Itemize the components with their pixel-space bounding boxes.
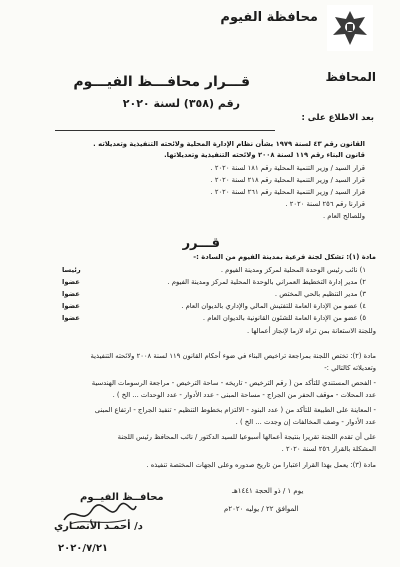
preamble-item: قانون البناء رقم ١١٩ لسنة ٢٠٠٨ ولائحته التنفيذية وتعديلاتها. — [164, 151, 365, 159]
hijri-date: يوم ١ / ذو الحجة ١٤٤١هـ — [232, 487, 304, 495]
member-role: عضوا — [62, 314, 80, 322]
member-line: ٣) مدير التنظيم بالحي المختص . — [274, 290, 366, 298]
signature-date: ٢٠٢٠/٧/٢١ — [58, 543, 109, 554]
member-line: ١) نائب رئيس الوحدة المحلية لمركز ومدينة الفيوم . — [220, 266, 366, 274]
article2-line: على أن تقدم اللجنة تقريرا بنتيجة أعمالها أسبوعيا للسيد الدكتور / نائب المحافظ رئيس اللجنة — [117, 433, 376, 441]
member-role: عضوا — [62, 290, 80, 298]
decree-title: قـــرار محافـــظ الفيـــوم — [73, 74, 250, 90]
gregorian-date: الموافق ٢٢ / يوليه ٢٠٢٠م — [224, 505, 299, 513]
article2-line: مادة (٢): تختص اللجنة بمراجعة تراخيص البناء في ضوء أحكام القانون ١١٩ لسنة ٢٠٠٨ ولائحته التنفيذية — [90, 352, 376, 360]
preamble-item: وللصالح العام . — [322, 212, 365, 220]
preamble-item: القانون رقم ٤٣ لسنة ١٩٧٩ بشأن نظام الإدارة المحلية ولائحته التنفيذية وتعديلاته . — [93, 140, 365, 148]
article2-line: - المعاينة على الطبيعة للتأكد من ( عدد البنود - الالتزام بخطوط التنظيم - تنفيذ الجراج - ارتفاع المبنى — [94, 406, 376, 414]
divider — [55, 130, 275, 131]
decree-word: قـــرر — [182, 236, 220, 251]
article3-line: مادة (٣): يعمل بهذا القرار اعتبارا من تاريخ صدوره وعلى الجهات المختصة تنفيذه . — [146, 461, 376, 469]
article2-line: عدد الأدوار - وصف المخالفات إن وجدت ... الخ ) . — [235, 418, 376, 426]
signatory-name: د/ أحمـد الأنصـاري — [54, 521, 143, 532]
eagle-emblem-icon — [327, 5, 373, 51]
decree-number: رقم (٣٥٨) لسنة ٢٠٢٠ — [122, 97, 240, 110]
article2-line: عدد المحلات - موقف الحفر من الجراج - مساحة المبنى - عدد الأدوار - عدد الوحدات ... الخ ) . — [112, 391, 376, 399]
preamble-item: قرار السيد / وزير التنمية المحلية رقم ٢٦١ لسنة ٢٠٢٠ . — [210, 188, 365, 196]
member-role: رئيسا — [62, 266, 81, 274]
member-line: ٥) عضو من الإدارة العامة للشئون القانونية بالديوان العام . — [202, 314, 366, 322]
article1-note: وللجنة الاستعانة بمن تراه لازما لإنجاز أعمالها . — [246, 327, 376, 335]
member-role: عضوا — [62, 302, 80, 310]
member-role: عضوا — [62, 278, 80, 286]
preamble-item: قرارنا رقم ٢٥٦ لسنة ٢٠٢٠ . — [285, 200, 365, 208]
article1-heading: مادة (١): تشكل لجنة فرعية بمدينة الفيوم من السادة :- — [193, 253, 376, 261]
preamble-item: قرار السيد / وزير التنمية المحلية رقم ١٨١ لسنة ٢٠٢٠ . — [210, 164, 365, 172]
governor-title: المحافظ — [325, 70, 376, 84]
preamble-heading: بعد الاطلاع على : — [301, 113, 374, 123]
signature-title: محافــظ الفيــوم — [80, 492, 164, 503]
preamble-item: قرار السيد / وزير التنمية المحلية رقم ٢١٨ لسنة ٢٠٢٠ . — [210, 176, 365, 184]
article2-line: المشكلة بالقرار ٢٥٦ لسنة ٢٠٢٠ . — [281, 445, 376, 453]
governorate-name: محافظة الفيوم — [220, 10, 318, 25]
article2-line: - الفحص المستندي للتأكد من ( رقم الترخيص - تاريخه - ساحة الترخيص - مراجعة الرسومات الهندسية — [91, 379, 376, 387]
member-line: ٢) مدير إدارة التخطيط العمراني بالوحدة المحلية لمركز ومدينة الفيوم . — [167, 278, 366, 286]
article2-line: وتعديلاته كالتالي :- — [324, 364, 376, 372]
member-line: ٤) عضو من الإدارة العامة للتفتيش المالي والإداري بالديوان العام . — [181, 302, 366, 310]
